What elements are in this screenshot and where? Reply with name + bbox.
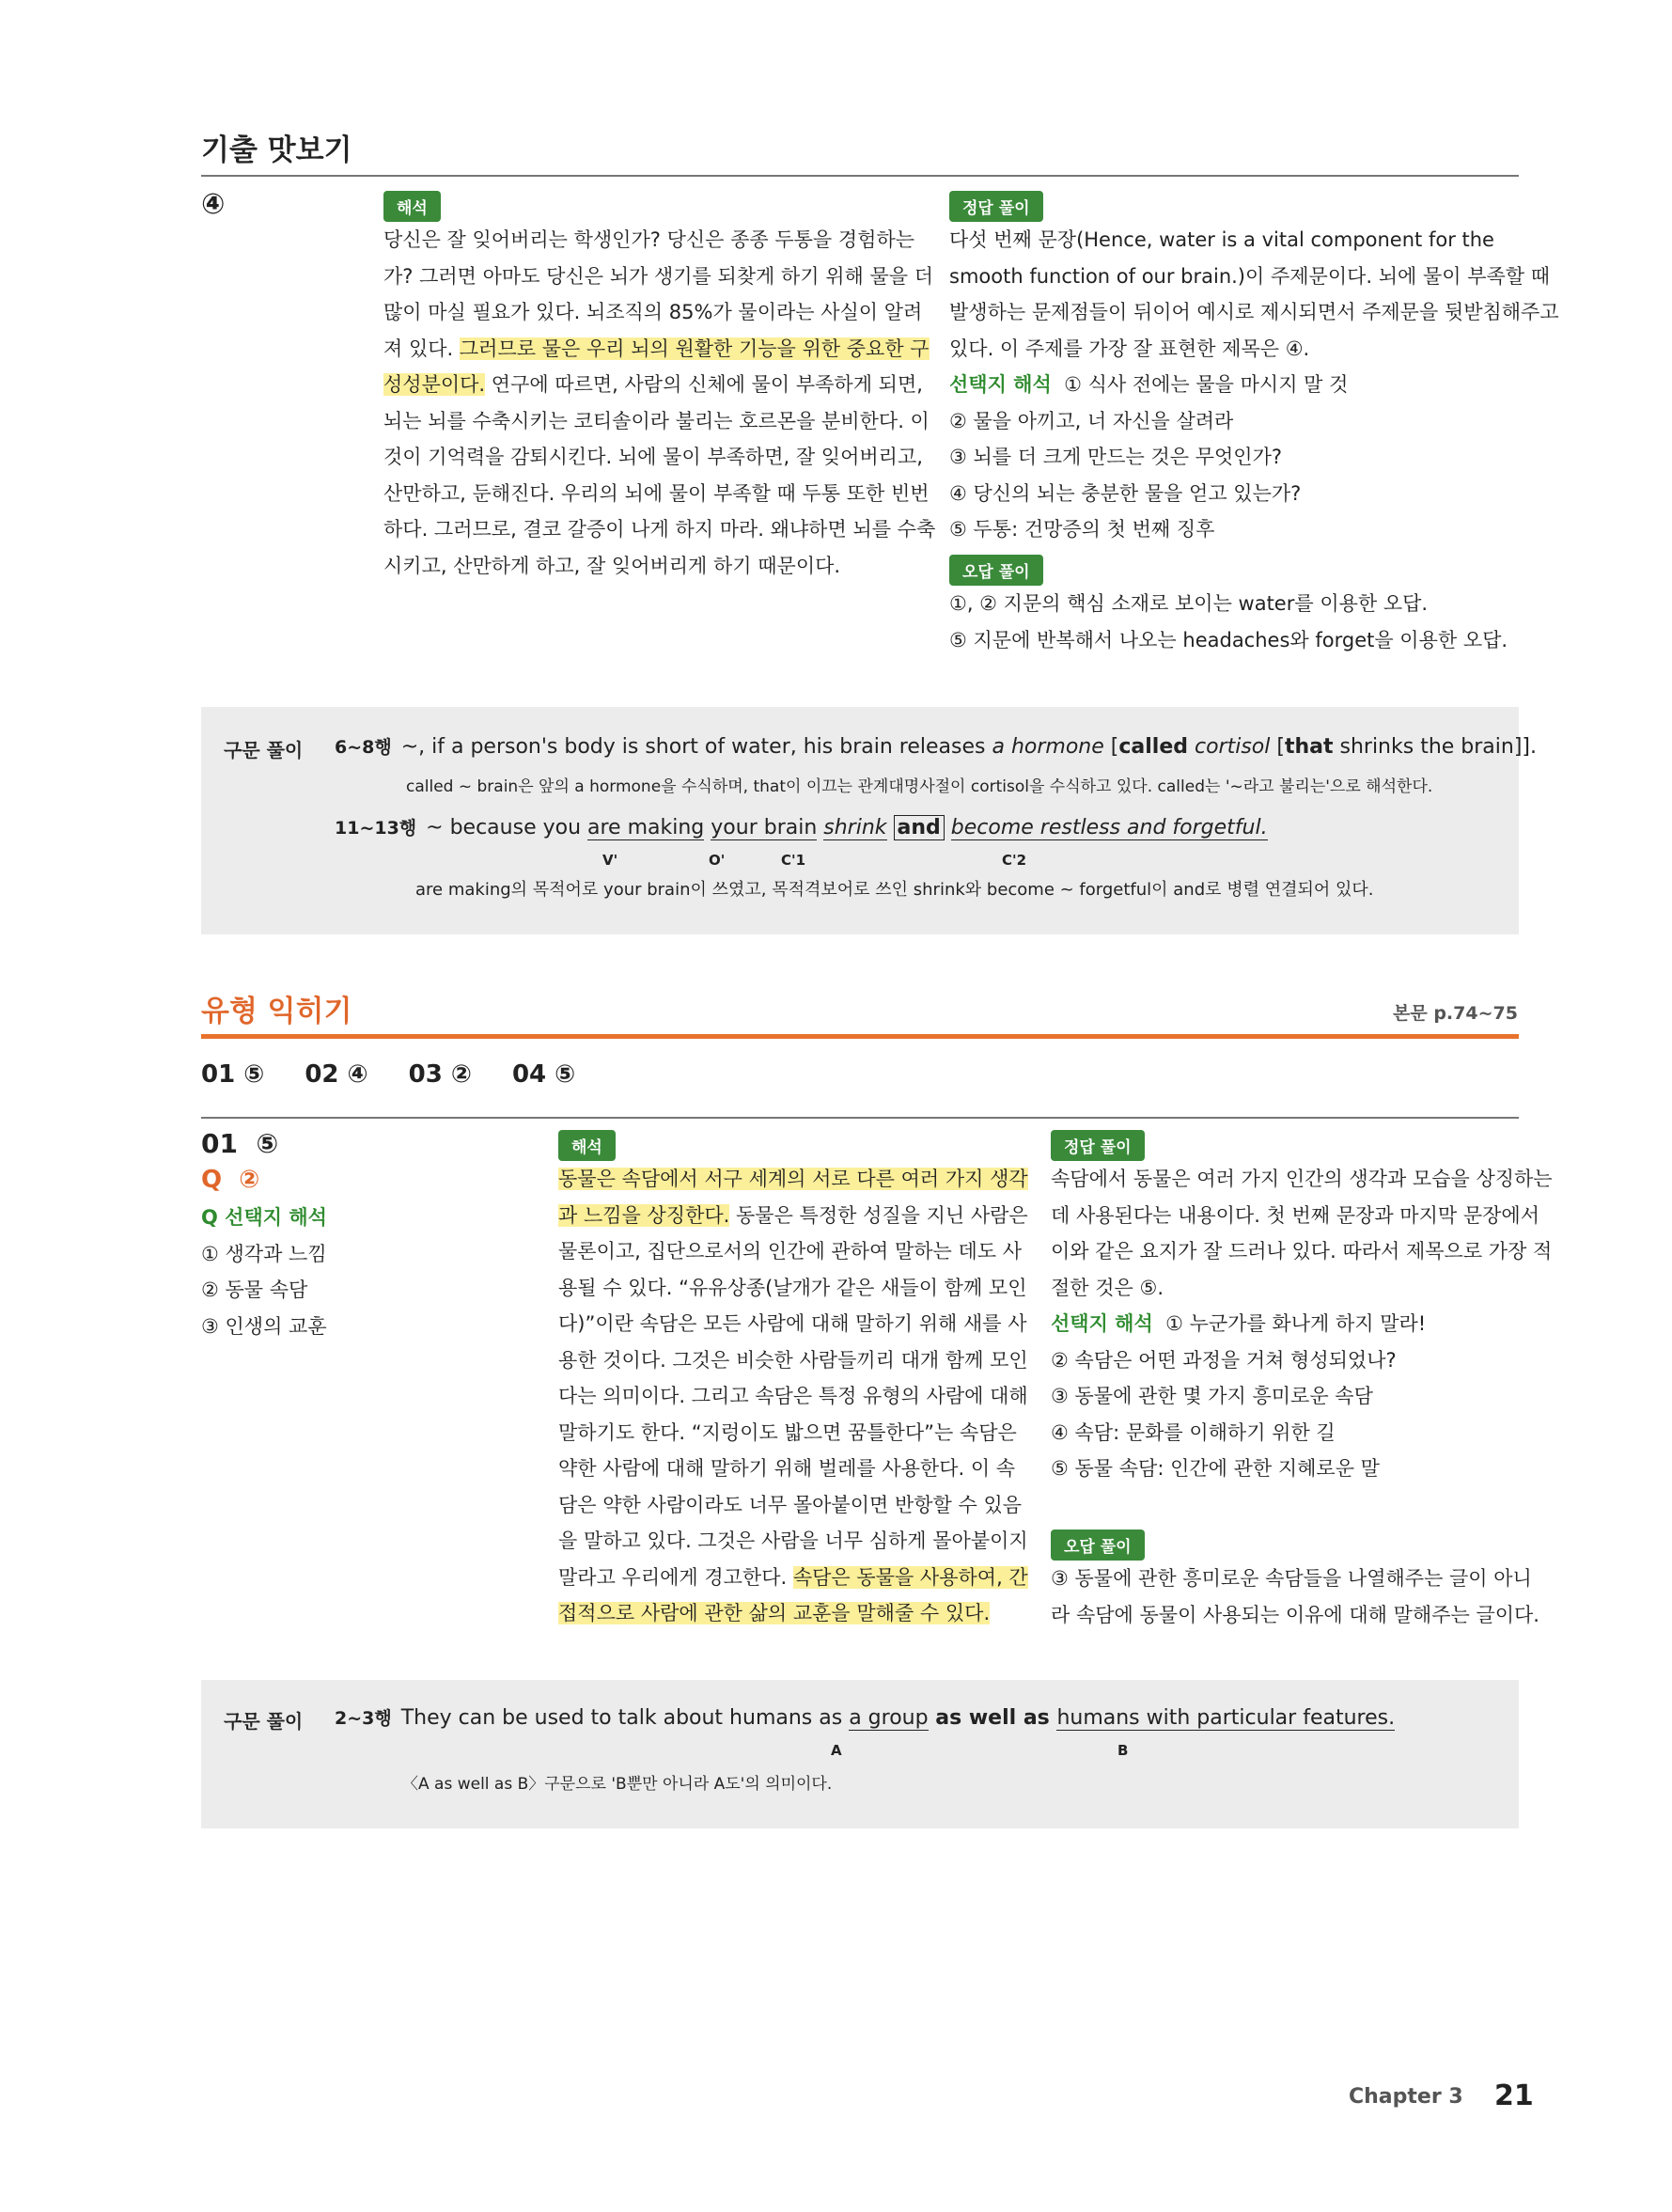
verb-underlined: are making	[587, 816, 705, 839]
tag-odap: 오답 풀이	[1051, 1530, 1145, 1561]
answer-key: 04 ⑤	[511, 1060, 576, 1089]
answer-key: 02 ④	[305, 1060, 368, 1089]
text-line: 뇌는 뇌를 수축시키는 코티솔이라 불리는 호르몬을 분비한다. 이	[383, 409, 930, 432]
text-line: ③ 동물에 관한 흥미로운 속담들을 나열해주는 글이 아니	[1051, 1567, 1532, 1590]
text-line: 시키고, 산만하게 하고, 잘 잊어버리게 하기 때문이다.	[383, 554, 841, 577]
choice-item: ③ 인생의 교훈	[201, 1314, 327, 1338]
text-line: 산만하고, 둔해진다. 우리의 뇌에 물이 부족할 때 두통 또한 빈번	[383, 481, 930, 505]
grammar-sentence-2	[335, 814, 1268, 839]
choice-label: Q 선택지 해석	[201, 1206, 327, 1229]
tag-haeseok: 해석	[558, 1130, 616, 1161]
q-choices	[201, 1200, 370, 1344]
answer-key: 03 ②	[408, 1060, 472, 1089]
tag-jeongdap: 정답 풀이	[1051, 1130, 1145, 1161]
choice-item: ④ 당신의 뇌는 충분한 물을 얻고 있는가?	[949, 481, 1302, 505]
choice-label: 선택지 해석	[1051, 1312, 1153, 1335]
choice-item: ④ 속담: 문화를 이해하기 위한 길	[1051, 1420, 1336, 1444]
text-fragment: 져 있다.	[383, 337, 460, 360]
object-underlined: your brain	[711, 816, 818, 839]
complement-underlined: shrink	[823, 816, 887, 839]
grammar-marker-v: V'	[602, 852, 618, 869]
grammar-box	[201, 1680, 1519, 1828]
highlighted-text: 속담은 동물을 사용하여, 간	[792, 1565, 1028, 1589]
text-line: 다)”이란 속담은 모든 사람에 대해 말하기 위해 새를 사	[558, 1312, 1027, 1335]
sentence-bold: as well as	[928, 1706, 1057, 1730]
sentence-bold: that	[1284, 735, 1334, 759]
text-line: 속담에서 동물은 여러 가지 인간의 생각과 모습을 상징하는	[1051, 1168, 1553, 1190]
text-line: 다는 의미이다. 그리고 속담은 특정 유형의 사람에 대해	[558, 1385, 1028, 1407]
grammar-marker-a: A	[831, 1742, 842, 1759]
answer-key: 01 ⑤	[201, 1060, 265, 1089]
section-title-yuhyeong: 유형 익히기	[201, 995, 352, 1028]
text-line: 물론이고, 집단으로서의 인간에 관하여 말하는 데도 사	[558, 1240, 1023, 1263]
grammar-marker-c2: C'2	[1002, 852, 1027, 869]
text-line: 발생하는 문제점들이 뒤이어 예시로 제시되면서 주제문을 뒷받침해주고	[949, 301, 1559, 323]
grammar-note-1: called ~ brain은 앞의 a hormone을 수식하며, that이 이끄는 관계대명사절이 cortisol을 수식하고 있다. called는 '~라고 불리는'으로 해석한다.	[406, 777, 1433, 796]
sentence-bold: called	[1118, 735, 1188, 759]
element-b-underlined: humans with particular features.	[1056, 1706, 1396, 1730]
highlighted-text: 동물은 속담에서 서구 세계의 서로 다른 여러 가지 생각	[558, 1168, 1028, 1190]
conjunction-boxed: and	[894, 815, 945, 840]
line-number: 6~8행	[335, 737, 392, 758]
text-line: 당신은 잘 잊어버리는 학생인가? 당신은 종종 두통을 경험하는	[383, 228, 915, 251]
text-line: 있다. 이 주제를 가장 잘 표현한 제목은 ④.	[949, 337, 1310, 360]
text-line: 약한 사람에 대해 말하기 위해 벌레를 사용한다. 이 속	[558, 1457, 1016, 1480]
choice-item: ② 물을 아끼고, 너 자신을 살려라	[949, 409, 1234, 432]
highlighted-topic-sentence: 그러므로 물은 우리 뇌의 원활한 기능을 위한 중요한 구	[459, 337, 930, 360]
text-line: 절한 것은 ⑤.	[1051, 1276, 1164, 1299]
text-line: 용한 것이다. 그것은 비슷한 사람들끼리 대개 함께 모인	[558, 1348, 1028, 1372]
sentence-text: [	[1270, 735, 1285, 759]
q-answer: Q ②	[201, 1166, 260, 1194]
tag-jeongdap: 정답 풀이	[949, 191, 1043, 222]
line-number: 11~13행	[335, 818, 417, 839]
line-number: 2~3행	[335, 1708, 392, 1729]
text-line: smooth function of our brain.)이 주제문이다. 뇌에 물이 부족할 때	[949, 264, 1551, 288]
answer-explanation	[949, 222, 1559, 548]
section-title-gichul: 기출 맛보기	[201, 133, 352, 167]
text-line: 것이 기억력을 감퇴시킨다. 뇌에 물이 부족하면, 잘 잊어버리고,	[383, 446, 923, 468]
text-fragment: 동물은 특정한 성질을 지닌 사람은	[729, 1203, 1028, 1227]
sentence-text: ~ because you	[426, 816, 588, 839]
sentence-italic: cortisol	[1188, 735, 1271, 759]
text-line: 가? 그러면 아마도 당신은 뇌가 생기를 되찾게 하기 위해 물을 더	[383, 264, 934, 288]
sentence-text: [	[1103, 735, 1119, 759]
highlighted-text: 접적으로 사람에 관한 삶의 교훈을 말해줄 수 있다.	[558, 1602, 991, 1624]
translation-paragraph	[383, 222, 936, 584]
tag-haeseok: 해석	[383, 191, 441, 222]
element-a-underlined: a group	[849, 1706, 929, 1730]
section-divider-orange	[201, 1034, 1519, 1039]
text-line	[558, 1595, 1000, 1632]
grammar-note: 〈A as well as B〉구문으로 'B뿐만 아니라 A도'의 의미이다.	[402, 1775, 833, 1794]
sentence-text: They can be used to talk about humans as	[400, 1706, 850, 1730]
divider	[201, 1117, 1519, 1119]
choice-line	[1051, 1306, 1521, 1342]
grammar-marker-o: O'	[709, 852, 726, 869]
wrong-answer-explanation	[949, 586, 1523, 658]
text-line: 용될 수 있다. “유유상종(날개가 같은 새들이 함께 모인	[558, 1276, 1027, 1299]
page-number: 21	[1494, 2079, 1534, 2112]
grammar-box	[201, 707, 1537, 934]
text-line: 데 사용된다는 내용이다. 첫 번째 문장과 마지막 문장에서	[1051, 1203, 1539, 1227]
choice-item: ⑤ 동물 속담: 인간에 관한 지혜로운 말	[1051, 1457, 1380, 1480]
text-line: 담은 약한 사람이라도 너무 몰아붙이면 반항할 수 있음	[558, 1493, 1023, 1516]
complement-underlined: become restless and forgetful.	[950, 816, 1268, 839]
text-line: 을 말하고 있다. 그것은 사람을 너무 심하게 몰아붙이지	[558, 1530, 1028, 1552]
grammar-note-2: are making의 목적어로 your brain이 쓰였고, 목적격보어로 쓰인 shrink와 become ~ forgetful이 and로 병렬 연결되어 있다.	[415, 880, 1374, 900]
grammar-sentence-1	[335, 733, 1537, 759]
choice-line	[949, 367, 1523, 403]
sentence-text: shrinks the brain]].	[1333, 735, 1537, 759]
sentence-text: ~, if a person's body is short of water, his brain releases	[400, 735, 992, 759]
choice-item: ③ 뇌를 더 크게 만드는 것은 무엇인가?	[949, 446, 1283, 468]
text-line: 많이 마실 필요가 있다. 뇌조직의 85%가 물이라는 사실이 알려	[383, 301, 923, 323]
text-line	[558, 1560, 1028, 1596]
grammar-marker-b: B	[1117, 1742, 1129, 1759]
choice-item: ⑤ 두통: 건망증의 첫 번째 징후	[949, 518, 1215, 541]
grammar-label: 구문 풀이	[224, 739, 304, 761]
highlighted-topic-sentence: 성성분이다.	[383, 373, 486, 396]
answer-key-row	[201, 1060, 607, 1089]
text-line	[558, 1161, 1028, 1198]
text-line: ①, ② 지문의 핵심 소재로 보이는 water를 이용한 오답.	[949, 592, 1429, 615]
tag-odap: 오답 풀이	[949, 555, 1043, 586]
text-line: 라 속담에 동물이 사용되는 이유에 대해 말해주는 글이다.	[1051, 1603, 1539, 1626]
choice-item: ① 생각과 느낌	[201, 1242, 327, 1265]
choice-item: ② 속담은 어떤 과정을 거쳐 형성되었나?	[1051, 1348, 1397, 1372]
choice-item: ② 동물 속담	[201, 1279, 308, 1301]
text-line	[383, 367, 923, 403]
question-number: 01 ⑤	[201, 1128, 279, 1159]
text-fragment: 연구에 따르면, 사람의 신체에 물이 부족하게 되면,	[485, 373, 923, 396]
choice-item: ① 식사 전에는 물을 마시지 말 것	[1064, 373, 1349, 396]
choice-item: ① 누군가를 화나게 하지 말라!	[1165, 1312, 1427, 1335]
footer-chapter: Chapter 3	[1349, 2085, 1463, 2109]
grammar-marker-c1: C'1	[781, 852, 806, 869]
grammar-label: 구문 풀이	[224, 1710, 304, 1733]
answer-number: ④	[201, 188, 226, 221]
text-line	[558, 1198, 1028, 1234]
text-line: ⑤ 지문에 반복해서 나오는 headaches와 forget을 이용한 오답.	[949, 628, 1508, 651]
text-fragment: 말라고 우리에게 경고한다.	[558, 1565, 793, 1589]
translation-paragraph	[558, 1161, 1028, 1632]
text-line: 다섯 번째 문장(Hence, water is a vital component for the	[949, 228, 1494, 251]
text-line: 말하기도 한다. “지렁이도 밟으면 꿈틀한다”는 속담은	[558, 1420, 1017, 1444]
text-line: 하다. 그러므로, 결코 갈증이 나게 하지 마라. 왜냐하면 뇌를 수축	[383, 518, 936, 541]
text-line	[383, 331, 930, 368]
grammar-sentence	[335, 1704, 1395, 1730]
answer-explanation	[1051, 1161, 1553, 1487]
section-divider	[201, 175, 1519, 177]
sentence-italic: a hormone	[992, 735, 1104, 759]
choice-item: ③ 동물에 관한 몇 가지 흥미로운 속담	[1051, 1385, 1373, 1407]
wrong-answer-explanation	[1051, 1561, 1539, 1633]
highlighted-text: 과 느낌을 상징한다.	[558, 1203, 730, 1227]
page-reference: 본문 p.74~75	[1393, 1003, 1518, 1024]
choice-label: 선택지 해석	[949, 373, 1052, 396]
text-line: 이와 같은 요지가 잘 드러나 있다. 따라서 제목으로 가장 적	[1051, 1240, 1553, 1263]
